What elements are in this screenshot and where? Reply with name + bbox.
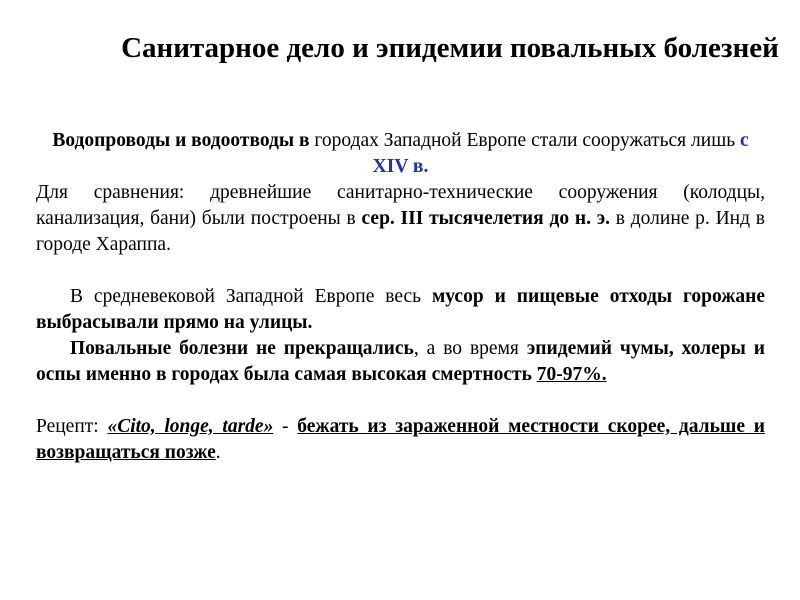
- bold-phrase: сер. III тысячелетия до н. э.: [361, 208, 611, 229]
- mortality-percent: 70-97%.: [536, 364, 607, 385]
- plain-text: -: [273, 416, 298, 437]
- paragraph-garbage: [36, 284, 765, 336]
- paragraph-gap: [36, 388, 765, 414]
- plain-text: городах Западной Европе стали сооружаться лишь: [309, 130, 740, 151]
- plain-text: .: [215, 442, 221, 463]
- recipe-advice: бежать из зараженной местности скорее, дальше и возвращаться позже: [36, 416, 765, 463]
- bold-phrase: Водопроводы и водоотводы в: [52, 130, 310, 151]
- latin-motto: «Cito, longe, tarde»: [107, 416, 274, 437]
- page-title: Санитарное дело и эпидемии повальных болезней: [121, 32, 779, 64]
- paragraph-gap: [36, 258, 765, 284]
- plain-text: в долине р. Инд в городе Хараппа.: [36, 208, 765, 255]
- century-highlight: с XIV в.: [372, 130, 749, 177]
- paragraph-water-supply: [36, 128, 765, 180]
- plain-text: , а во время: [413, 338, 527, 359]
- bold-phrase: эпидемий чумы, холеры и оспы именно в городах была самая высокая смертность: [36, 338, 765, 385]
- bold-phrase: мусор и пищевые отходы горожане выбрасывали прямо на улицы.: [36, 286, 765, 333]
- plain-text: Рецепт:: [36, 416, 108, 437]
- paragraph-recipe: [36, 414, 765, 466]
- plain-text: В средневековой Западной Европе весь: [70, 286, 432, 307]
- slide-body: [36, 128, 765, 466]
- paragraph-comparison: [36, 180, 765, 258]
- plain-text: Для сравнения: древнейшие санитарно-технические сооружения (колодцы, канализация, бани) были построены в: [36, 182, 765, 229]
- paragraph-epidemics: [36, 336, 765, 388]
- bold-phrase: Повальные болезни не прекращались: [70, 338, 414, 359]
